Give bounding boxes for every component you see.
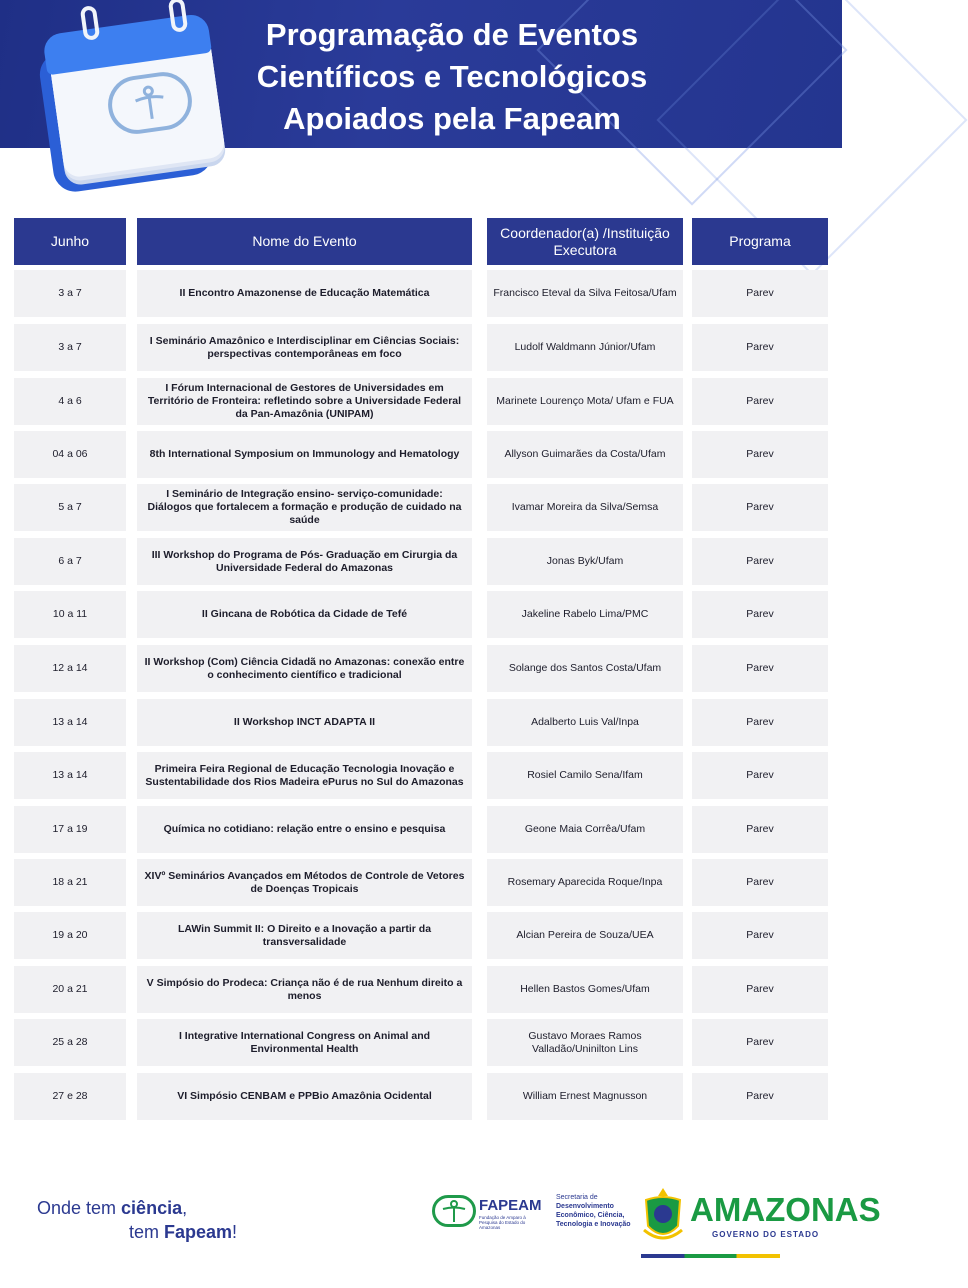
event-name-cell: I Seminário Amazônico e Interdisciplinar em Ciências Sociais: perspectivas contemporâneas em foco <box>137 324 472 371</box>
amazonas-wordmark: AMAZONAS <box>690 1191 881 1228</box>
date-cell: 10 a 11 <box>14 591 126 638</box>
fapeam-logo-icon <box>432 1195 476 1227</box>
program-cell: Parev <box>692 1073 828 1120</box>
fapeam-logo <box>432 1195 540 1231</box>
date-cell: 12 a 14 <box>14 645 126 692</box>
fapeam-name: FAPEAM <box>479 1197 542 1214</box>
program-cell: Parev <box>692 324 828 371</box>
event-name-cell: II Encontro Amazonense de Educação Matemática <box>137 270 472 317</box>
event-name-cell: Primeira Feira Regional de Educação Tecnologia Inovação e Sustentabilidade dos Rios Madeira ePurus no Sul do Amazonas <box>137 752 472 799</box>
column-header-event: Nome do Evento <box>137 218 472 265</box>
program-cell: Parev <box>692 912 828 959</box>
program-cell: Parev <box>692 966 828 1013</box>
coordinator-cell: William Ernest Magnusson <box>487 1073 683 1120</box>
program-cell: Parev <box>692 591 828 638</box>
program-cell: Parev <box>692 806 828 853</box>
slogan <box>37 1196 237 1244</box>
coordinator-cell: Francisco Eteval da Silva Feitosa/Ufam <box>487 270 683 317</box>
title-line-1: Programação de Eventos <box>265 17 639 52</box>
event-name-cell: I Integrative International Congress on Animal and Environmental Health <box>137 1019 472 1066</box>
program-cell: Parev <box>692 431 828 478</box>
event-name-cell: II Workshop (Com) Ciência Cidadã no Amazonas: conexão entre o conhecimento científico e tradicional <box>137 645 472 692</box>
event-name-cell: I Fórum Internacional de Gestores de Universidades em Território de Fronteira: refletindo sobre a Universidade Federal da Pan-Amazônia (UNIPAM) <box>137 378 472 425</box>
calendar-icon <box>30 4 230 188</box>
governo-label: GOVERNO DO ESTADO <box>712 1230 820 1239</box>
table-header <box>0 218 842 265</box>
coordinator-cell: Jakeline Rabelo Lima/PMC <box>487 591 683 638</box>
coordinator-cell: Alcian Pereira de Souza/UEA <box>487 912 683 959</box>
program-cell: Parev <box>692 645 828 692</box>
table-row <box>0 378 842 425</box>
table-row <box>0 270 842 317</box>
date-cell: 13 a 14 <box>14 752 126 799</box>
table-row <box>0 591 842 638</box>
date-cell: 25 a 28 <box>14 1019 126 1066</box>
column-header-program: Programa <box>692 218 828 265</box>
program-cell: Parev <box>692 752 828 799</box>
fapeam-subtitle: Fundação de Amparo à Pesquisa do Estado do Amazonas <box>479 1215 526 1230</box>
coordinator-cell: Adalberto Luis Val/Inpa <box>487 699 683 746</box>
table-row <box>0 645 842 692</box>
flag-stripe <box>641 1254 815 1258</box>
slogan-text: Onde tem <box>37 1198 122 1218</box>
event-name-cell: LAWin Summit II: O Direito e a Inovação a partir da transversalidade <box>137 912 472 959</box>
slogan-text: ! <box>232 1222 238 1242</box>
column-header-date: Junho <box>14 218 126 265</box>
table-row <box>0 538 842 585</box>
date-cell: 3 a 7 <box>14 324 126 371</box>
date-cell: 18 a 21 <box>14 859 126 906</box>
coordinator-cell: Jonas Byk/Ufam <box>487 538 683 585</box>
event-name-cell: V Simpósio do Prodeca: Criança não é de rua Nenhum direito a menos <box>137 966 472 1013</box>
coordinator-cell: Gustavo Moraes Ramos Valladão/Uninilton Lins <box>487 1019 683 1066</box>
date-cell: 27 e 28 <box>14 1073 126 1120</box>
event-name-cell: 8th International Symposium on Immunology and Hematology <box>137 431 472 478</box>
title-line-3: Apoiados pela Fapeam <box>283 101 621 136</box>
coordinator-cell: Ivamar Moreira da Silva/Semsa <box>487 484 683 531</box>
event-name-cell: I Seminário de Integração ensino- serviço-comunidade: Diálogos que fortalecem a formação e produção de cuidado na saúde <box>137 484 472 531</box>
date-cell: 17 a 19 <box>14 806 126 853</box>
date-cell: 5 a 7 <box>14 484 126 531</box>
table-row <box>0 1019 842 1066</box>
table-row <box>0 431 842 478</box>
coordinator-cell: Solange dos Santos Costa/Ufam <box>487 645 683 692</box>
date-cell: 3 a 7 <box>14 270 126 317</box>
coordinator-cell: Allyson Guimarães da Costa/Ufam <box>487 431 683 478</box>
table-row <box>0 966 842 1013</box>
program-cell: Parev <box>692 378 828 425</box>
program-cell: Parev <box>692 270 828 317</box>
coordinator-cell: Ludolf Waldmann Júnior/Ufam <box>487 324 683 371</box>
slogan-emphasis: ciência <box>121 1198 183 1218</box>
column-header-coordinator: Coordenador(a) /Instituição Executora <box>487 218 683 265</box>
coordinator-cell: Marinete Lourenço Mota/ Ufam e FUA <box>487 378 683 425</box>
slogan-text: , <box>182 1198 188 1218</box>
program-cell: Parev <box>692 538 828 585</box>
date-cell: 04 a 06 <box>14 431 126 478</box>
date-cell: 4 a 6 <box>14 378 126 425</box>
table-row <box>0 912 842 959</box>
date-cell: 19 a 20 <box>14 912 126 959</box>
event-name-cell: III Workshop do Programa de Pós- Graduação em Cirurgia da Universidade Federal do Amazonas <box>137 538 472 585</box>
program-cell: Parev <box>692 859 828 906</box>
table-row <box>0 859 842 906</box>
page-title <box>232 14 672 140</box>
coordinator-cell: Geone Maia Corrêa/Ufam <box>487 806 683 853</box>
event-name-cell: II Workshop INCT ADAPTA II <box>137 699 472 746</box>
date-cell: 13 a 14 <box>14 699 126 746</box>
coordinator-cell: Rosemary Aparecida Roque/Inpa <box>487 859 683 906</box>
coordinator-cell: Hellen Bastos Gomes/Ufam <box>487 966 683 1013</box>
secretaria-name: Desenvolvimento Econômico, Ciência, Tecnologia e Inovação <box>556 1203 631 1228</box>
program-cell: Parev <box>692 1019 828 1066</box>
secretaria-label: Secretaria de <box>556 1194 598 1201</box>
table-row <box>0 324 842 371</box>
title-line-2: Científicos e Tecnológicos <box>256 59 648 94</box>
date-cell: 20 a 21 <box>14 966 126 1013</box>
event-name-cell: VI Simpósio CENBAM e PPBio Amazônia Ocidental <box>137 1073 472 1120</box>
table-row <box>0 484 842 531</box>
program-cell: Parev <box>692 484 828 531</box>
coordinator-cell: Rosiel Camilo Sena/Ifam <box>487 752 683 799</box>
slogan-emphasis: Fapeam <box>164 1222 233 1242</box>
event-name-cell: XIVº Seminários Avançados em Métodos de Controle de Vetores de Doenças Tropicais <box>137 859 472 906</box>
secretaria-logo <box>556 1193 632 1229</box>
table-row <box>0 699 842 746</box>
coat-of-arms-icon <box>640 1186 686 1248</box>
event-name-cell: Química no cotidiano: relação entre o ensino e pesquisa <box>137 806 472 853</box>
table-row <box>0 752 842 799</box>
event-name-cell: II Gincana de Robótica da Cidade de Tefé <box>137 591 472 638</box>
date-cell: 6 a 7 <box>14 538 126 585</box>
table-row <box>0 806 842 853</box>
slogan-text: tem <box>129 1222 165 1242</box>
table-row <box>0 1073 842 1120</box>
program-cell: Parev <box>692 699 828 746</box>
